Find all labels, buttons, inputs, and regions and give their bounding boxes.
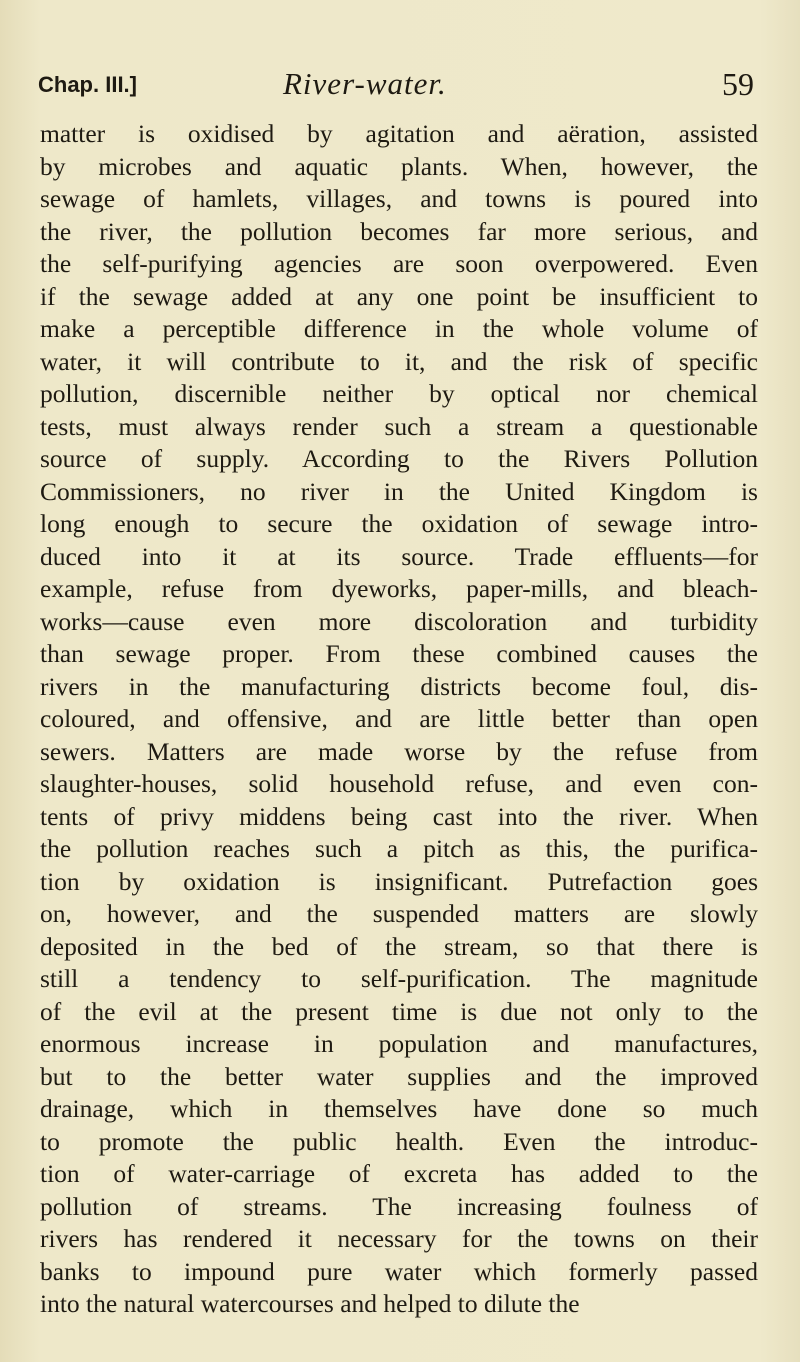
text-line: into the natural watercourses and helped to dilute the (40, 1289, 580, 1318)
text-line: sewers. Matters are made worse by the refuse from (40, 736, 758, 766)
text-line: coloured, and offensive, and are little better than open (40, 704, 758, 733)
text-line: slaughter-houses, solid household refuse, and even con- (40, 769, 758, 798)
text-line: than sewage proper. From these combined causes the (40, 639, 758, 668)
text-line: tion by oxidation is insignificant. Putrefaction goes (40, 866, 758, 896)
text-line: water, it will contribute to it, and the risk of specific (40, 346, 758, 376)
text-line: pollution, discernible neither by optical nor chemical (40, 379, 758, 408)
text-line: to promote the public health. Even the introduc- (40, 1126, 758, 1156)
text-line: enormous increase in population and manufactures, (40, 1029, 758, 1058)
text-line: the self-purifying agencies are soon overpowered. Even (40, 249, 758, 278)
text-line: still a tendency to self-purification. The magnitude (40, 964, 758, 993)
text-line: by microbes and aquatic plants. When, however, the (40, 151, 758, 181)
text-line: source of supply. According to the Rivers Pollution (40, 444, 758, 473)
text-line: duced into it at its source. Trade effluents—for (40, 541, 758, 571)
text-line: matter is oxidised by agitation and aëration, assisted (40, 119, 758, 148)
text-line: if the sewage added at any one point be insufficient to (40, 281, 758, 311)
text-line: deposited in the bed of the stream, so that there is (40, 931, 758, 961)
text-line: but to the better water supplies and the improved (40, 1061, 758, 1091)
text-line: tents of privy middens being cast into the river. When (40, 801, 758, 831)
text-line: tion of water-carriage of excreta has added to the (40, 1159, 758, 1188)
text-line: the river, the pollution becomes far more serious, and (40, 216, 758, 246)
page-header (38, 66, 760, 110)
text-line: rivers has rendered it necessary for the towns on their (40, 1224, 758, 1253)
chapter-label: Chap. III.] (38, 72, 137, 97)
text-line: example, refuse from dyeworks, paper-mills, and bleach- (40, 574, 758, 603)
text-line: sewage of hamlets, villages, and towns is poured into (40, 184, 758, 213)
text-line: drainage, which in themselves have done so much (40, 1094, 758, 1123)
text-line: of the evil at the present time is due not only to the (40, 996, 758, 1026)
page-number: 59 (722, 66, 754, 102)
text-line: make a perceptible difference in the whole volume of (40, 314, 758, 343)
text-line: on, however, and the suspended matters are slowly (40, 899, 758, 928)
text-line: Commissioners, no river in the United Kingdom is (40, 476, 758, 506)
text-line: pollution of streams. The increasing foulness of (40, 1191, 758, 1221)
text-line: the pollution reaches such a pitch as this, the purifica- (40, 834, 758, 863)
text-line: works—cause even more discoloration and turbidity (40, 606, 758, 636)
text-line: banks to impound pure water which formerly passed (40, 1256, 758, 1286)
running-title: River-water. (283, 66, 447, 101)
text-line: tests, must always render such a stream a questionable (40, 411, 758, 441)
text-line: rivers in the manufacturing districts become foul, dis- (40, 671, 758, 701)
text-line: long enough to secure the oxidation of sewage intro- (40, 509, 758, 538)
